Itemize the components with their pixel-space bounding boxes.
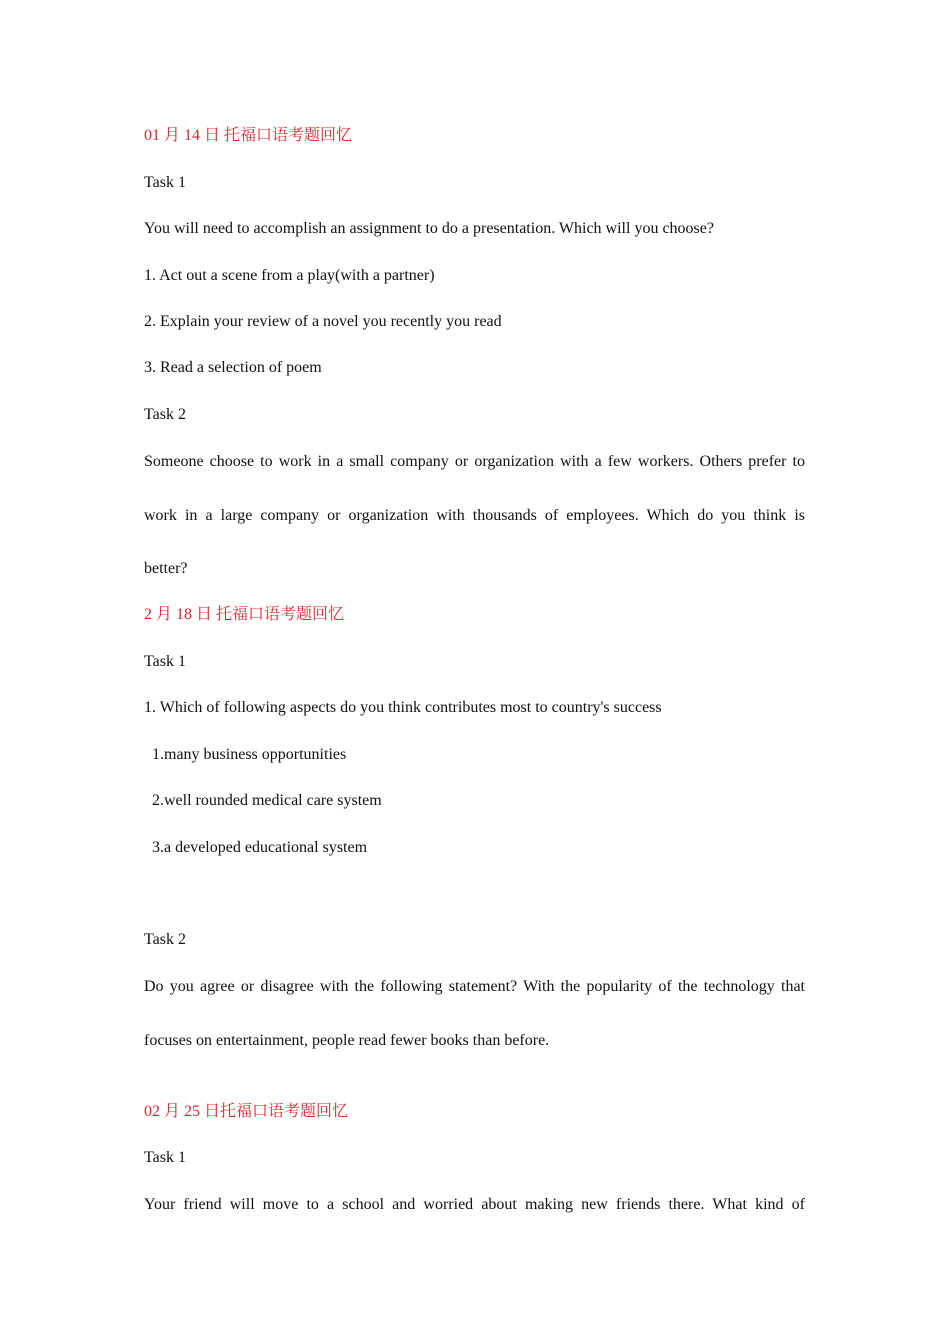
- option-item: 1.many business opportunities: [152, 746, 347, 763]
- task-paragraph-line: better?: [144, 560, 188, 577]
- section-heading: 02 月 25 日托福口语考题回忆: [144, 1103, 349, 1120]
- task-label: Task 1: [144, 174, 186, 191]
- option-item: 3. Read a selection of poem: [144, 359, 322, 376]
- task-label: Task 2: [144, 406, 186, 423]
- task-question: You will need to accomplish an assignment to do a presentation. Which will you choose?: [144, 220, 714, 237]
- task-paragraph-line: Do you agree or disagree with the following statement? With the popularity of the technology that: [144, 978, 805, 995]
- task-label: Task 2: [144, 931, 186, 948]
- section-heading: 2 月 18 日 托福口语考题回忆: [144, 606, 345, 623]
- task-paragraph-line: focuses on entertainment, people read fewer books than before.: [144, 1032, 550, 1049]
- task-paragraph-line: Someone choose to work in a small company or organization with a few workers. Others prefer to: [144, 453, 805, 470]
- option-item: 2. Explain your review of a novel you recently you read: [144, 313, 502, 330]
- task-paragraph-line: work in a large company or organization with thousands of employees. Which do you think is: [144, 507, 805, 524]
- option-item: 3.a developed educational system: [152, 839, 368, 856]
- section-heading: 01 月 14 日 托福口语考题回忆: [144, 127, 353, 144]
- option-item: 1. Act out a scene from a play(with a partner): [144, 267, 435, 284]
- task-paragraph-line: Your friend will move to a school and worried about making new friends there. What kind of: [144, 1196, 805, 1213]
- task-label: Task 1: [144, 653, 186, 670]
- option-item: 2.well rounded medical care system: [152, 792, 382, 809]
- task-label: Task 1: [144, 1149, 186, 1166]
- task-question: 1. Which of following aspects do you think contributes most to country's success: [144, 699, 662, 716]
